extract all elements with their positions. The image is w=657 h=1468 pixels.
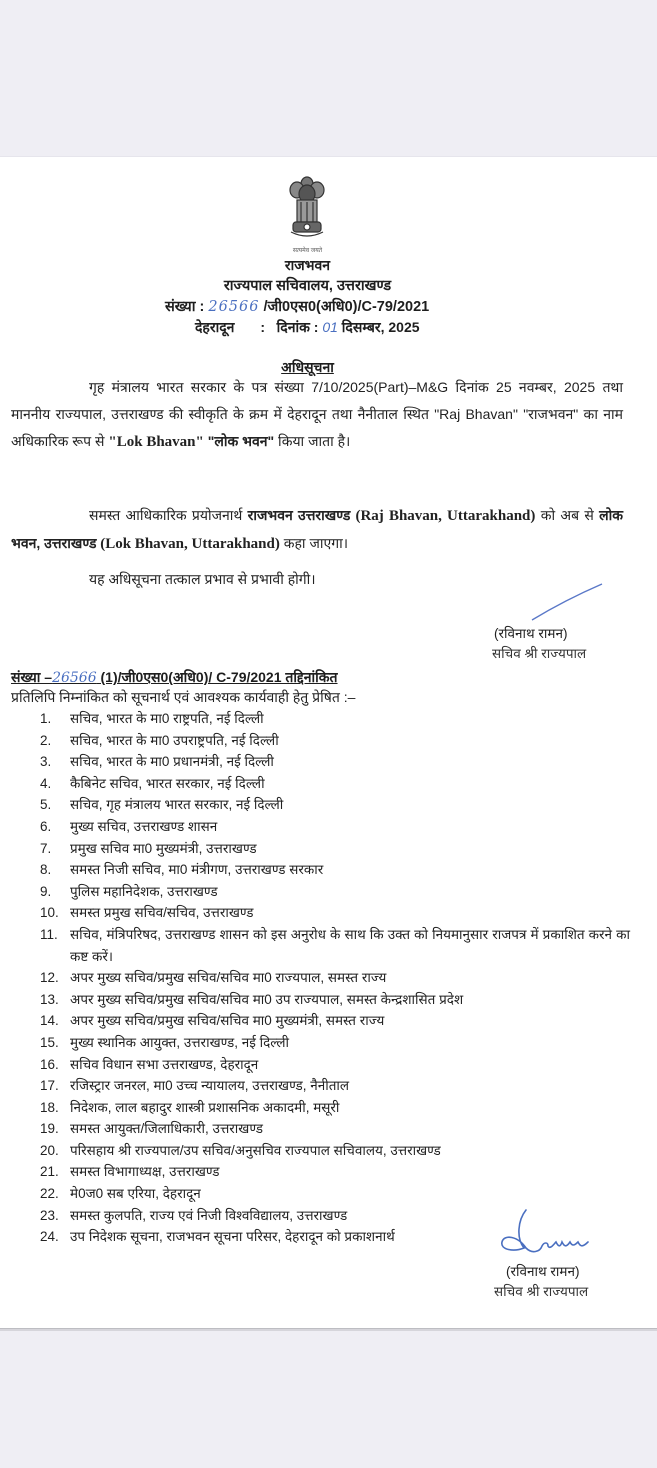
- item-text: अपर मुख्य सचिव/प्रमुख सचिव/सचिव मा0 उप राज्यपाल, समस्त केन्द्रशासित प्रदेश: [70, 991, 464, 1007]
- national-emblem-icon: [287, 172, 327, 242]
- p2-bold-raj-bhavan-en: (Raj Bhavan, Uttarakhand): [350, 508, 536, 524]
- item-number: 3.: [40, 754, 52, 770]
- p1-text: गृह मंत्रालय भारत सरकार के पत्र संख्या 7/10/2025(Part)–M&G दिनांक 25 नवम्बर, 2025 तथा माननीय राज्यपाल, उत्तराखण्ड की स्वीकृति के क्रम में देहरादून तथा नैनीताल स्थित "Raj Bhavan" "राजभवन" का नाम अधिकारिक रूप से: [11, 379, 623, 449]
- item-number: 13.: [40, 991, 59, 1007]
- handwritten-date-day: 01: [322, 319, 338, 335]
- list-item: [40, 730, 630, 752]
- item-text: सचिव, गृह मंत्रालय भारत सरकार, नई दिल्ली: [70, 797, 284, 813]
- item-text: सचिव, भारत के मा0 राष्ट्रपति, नई दिल्ली: [70, 711, 264, 726]
- item-number: 7.: [40, 840, 52, 856]
- handwritten-ref-number: 26566: [208, 299, 260, 315]
- copy-intro: प्रतिलिपि निम्नांकित को सूचनार्थ एवं आवश्यक कार्यवाही हेतु प्रेषित :–: [11, 689, 356, 705]
- item-text: कैबिनेट सचिव, भारत सरकार, नई दिल्ली: [70, 775, 265, 791]
- item-number: 12.: [40, 970, 59, 986]
- item-number: 2.: [40, 732, 52, 748]
- item-text: सचिव विधान सभा उत्तराखण्ड, देहरादून: [70, 1056, 259, 1072]
- list-item: [40, 751, 630, 773]
- list-item: [40, 1010, 630, 1032]
- item-text: सचिव, भारत के मा0 प्रधानमंत्री, नई दिल्ली: [70, 754, 274, 770]
- paragraph-1: [11, 374, 623, 456]
- recipient-list: [40, 708, 630, 1248]
- item-text: प्रमुख सचिव मा0 मुख्यमंत्री, उत्तराखण्ड: [70, 840, 257, 856]
- p2-text: समस्त आधिकारिक प्रयोजनार्थ: [89, 507, 248, 523]
- signatory-name-2: (रविनाथ रामन): [506, 1264, 580, 1279]
- ref-label: संख्या :: [165, 299, 205, 315]
- item-number: 15.: [40, 1034, 59, 1050]
- notification-title: अधिसूचना: [281, 359, 334, 375]
- item-text: अपर मुख्य सचिव/प्रमुख सचिव/सचिव मा0 राज्यपाल, समस्त राज्य: [70, 970, 387, 986]
- list-item: [40, 924, 630, 967]
- p2-bold-lok-bhavan-en: (Lok Bhavan, Uttarakhand): [96, 536, 280, 552]
- list-item: [40, 1054, 630, 1076]
- p2-text-end: कहा जाएगा।: [279, 535, 349, 551]
- signatory-designation-1: सचिव श्री राज्यपाल: [492, 646, 587, 661]
- list-item: [40, 1118, 630, 1140]
- item-text: सचिव, मंत्रिपरिषद, उत्तराखण्ड शासन को इस अनुरोध के साथ कि उक्त को नियमानुसार राजपत्र में प्रकाशित करने का कष्ट करें।: [70, 926, 630, 964]
- item-text: समस्त प्रमुख सचिव/सचिव, उत्तराखण्ड: [70, 905, 254, 921]
- p2-text-mid: को अब से: [535, 507, 600, 523]
- item-number: 14.: [40, 1013, 59, 1029]
- item-number: 21.: [40, 1164, 59, 1180]
- p2-bold-raj-bhavan-hi: राजभवन उत्तराखण्ड: [247, 507, 351, 523]
- p1-bold-lok-bhavan-hi: "लोक भवन": [207, 433, 275, 449]
- paragraph-2: [11, 502, 623, 558]
- signatory-designation-2: सचिव श्री राज्यपाल: [494, 1284, 589, 1299]
- item-text: समस्त विभागाध्यक्ष, उत्तराखण्ड: [70, 1164, 220, 1180]
- list-item: [40, 838, 630, 860]
- office-name: राजभवन: [284, 257, 331, 273]
- item-text: सचिव, भारत के मा0 उपराष्ट्रपति, नई दिल्ली: [70, 732, 279, 748]
- list-item: [40, 902, 630, 924]
- item-text: मे0ज0 सब एरिया, देहरादून: [70, 1186, 201, 1202]
- item-number: 23.: [40, 1207, 59, 1223]
- item-text: परिसहाय श्री राज्यपाल/उप सचिव/अनुसचिव राज्यपाल सचिवालय, उत्तराखण्ड: [70, 1142, 441, 1158]
- item-number: 10.: [40, 905, 59, 921]
- list-item: [40, 1032, 630, 1054]
- item-number: 9.: [40, 883, 52, 899]
- item-text: रजिस्ट्रार जनरल, मा0 उच्च न्यायालय, उत्तराखण्ड, नैनीताल: [70, 1078, 350, 1094]
- reference-number: [165, 296, 429, 316]
- paragraph-3: यह अधिसूचना तत्काल प्रभाव से प्रभावी होगी।: [89, 571, 316, 587]
- list-item: [40, 1161, 630, 1183]
- item-text: निदेशक, लाल बहादुर शास्त्री प्रशासनिक अकादमी, मसूरी: [70, 1099, 340, 1115]
- list-item: [40, 1097, 630, 1119]
- place: देहरादून: [195, 319, 235, 335]
- list-item: [40, 816, 630, 838]
- item-number: 19.: [40, 1121, 59, 1137]
- list-item: [40, 859, 630, 881]
- item-text: समस्त निजी सचिव, मा0 मंत्रीगण, उत्तराखण्ड सरकार: [70, 862, 324, 878]
- copy-ref-prefix: संख्या –: [11, 669, 53, 685]
- list-item: [40, 881, 630, 903]
- item-number: 22.: [40, 1186, 59, 1202]
- list-item: [40, 1140, 630, 1162]
- date-label: दिनांक :: [276, 319, 319, 335]
- list-item: [40, 1075, 630, 1097]
- list-item: [40, 967, 630, 989]
- copy-ref-suffix: (1)/जी0एस0(अधि0)/ C-79/2021 तद्दिनांकित: [100, 669, 338, 685]
- date-rest: दिसम्बर, 2025: [341, 319, 420, 335]
- item-text: उप निदेशक सूचना, राजभवन सूचना परिसर, देहरादून को प्रकाशनार्थ: [70, 1229, 395, 1245]
- list-item: [40, 794, 630, 816]
- signature-stroke-icon: [530, 582, 605, 622]
- item-text: मुख्य स्थानिक आयुक्त, उत्तराखण्ड, नई दिल्ली: [70, 1034, 290, 1050]
- item-number: 24.: [40, 1229, 59, 1245]
- list-item: [40, 773, 630, 795]
- item-number: 17.: [40, 1078, 59, 1094]
- list-item: [40, 989, 630, 1011]
- list-item: [40, 1183, 630, 1205]
- handwritten-copy-ref-number: 26566: [52, 670, 97, 686]
- ref-suffix: /जी0एस0(अधि0)/C-79/2021: [263, 299, 430, 315]
- p1-bold-lok-bhavan-en: "Lok Bhavan": [108, 434, 204, 450]
- item-text: पुलिस महानिदेशक, उत्तराखण्ड: [70, 883, 218, 899]
- item-text: समस्त आयुक्त/जिलाधिकारी, उत्तराखण्ड: [70, 1121, 263, 1137]
- item-number: 1.: [40, 711, 52, 726]
- item-number: 5.: [40, 797, 52, 813]
- date-sep: :: [260, 319, 265, 335]
- item-text: अपर मुख्य सचिव/प्रमुख सचिव/सचिव मा0 मुख्यमंत्री, समस्त राज्य: [70, 1013, 385, 1029]
- emblem-motto: सत्यमेव जयते: [292, 248, 323, 254]
- item-number: 4.: [40, 775, 52, 791]
- item-text: मुख्य सचिव, उत्तराखण्ड शासन: [70, 818, 218, 834]
- item-number: 11.: [40, 926, 58, 942]
- item-number: 8.: [40, 862, 52, 878]
- item-number: 20.: [40, 1142, 59, 1158]
- secretariat-name: राज्यपाल सचिवालय, उत्तराखण्ड: [223, 278, 392, 294]
- signatory-name-1: (रविनाथ रामन): [494, 626, 568, 641]
- list-item: [40, 708, 630, 730]
- item-number: 6.: [40, 818, 52, 834]
- item-number: 18.: [40, 1099, 59, 1115]
- copy-reference: [11, 668, 338, 687]
- item-number: 16.: [40, 1056, 59, 1072]
- place-date: [195, 318, 420, 337]
- handwritten-signature-icon: [496, 1208, 591, 1260]
- p2-bold-lok-bhavan-hi: लोक भवन, उत्तराखण्ड: [11, 507, 623, 551]
- p1-text-end: किया जाता है।: [274, 433, 351, 449]
- item-text: समस्त कुलपति, राज्य एवं निजी विश्वविद्यालय, उत्तराखण्ड: [70, 1207, 348, 1223]
